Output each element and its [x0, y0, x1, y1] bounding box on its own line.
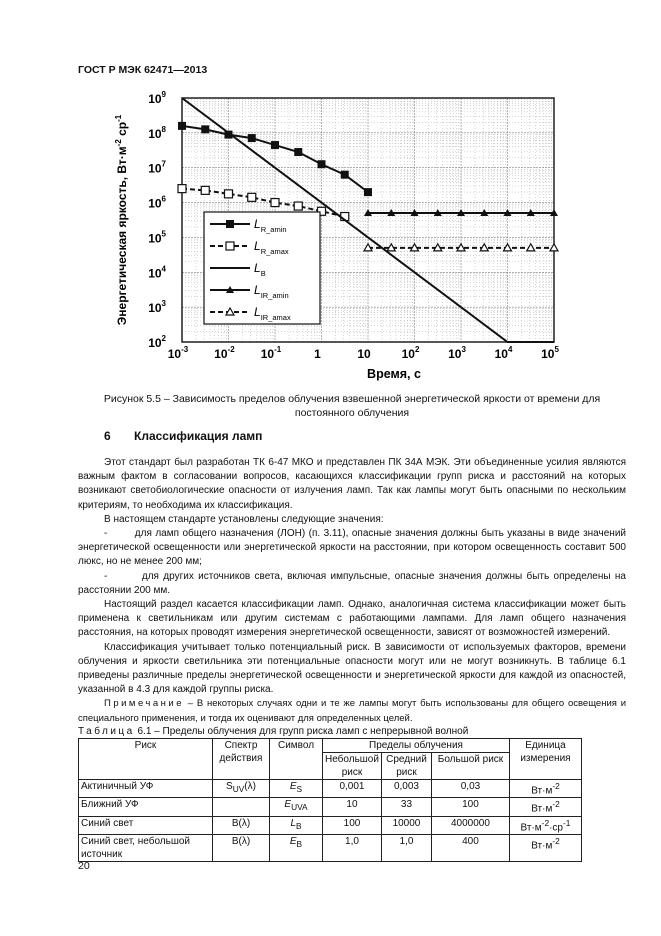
- header-spectrum: Спектр действия: [213, 739, 270, 780]
- paragraph-2: В настоящем стандарте установлены следующие значения:: [104, 513, 384, 525]
- table-body: [79, 780, 582, 862]
- paragraph-6: Классификация учитывает только потенциальный риск. В зависимости от используемых факторов, времени облучения и яркости светильника эти потенциальные опасности могут или не могут возникнуть. В таблице 6.1 приведены различные пределы энергетической освещенности и энергетической яркости для каждой из опасностей, указанной в 4.3 для каждой группы риска.: [78, 641, 626, 696]
- header-limits: Пределы облучения: [323, 739, 510, 753]
- legend-label: $L_{IR\_amin}$: [254, 283, 289, 300]
- y-axis-label: Энергетическая яркость, $Вт\cdot м^{-2}$ $ср^{-1}$: [114, 114, 129, 326]
- table-title: [78, 726, 468, 737]
- y-tick-exponent: 4: [161, 264, 166, 274]
- x-tick-label: $10^2$: [401, 345, 420, 361]
- spectrum-rest: (λ): [244, 781, 256, 792]
- section-heading: [104, 429, 262, 443]
- symbol-sub: UVA: [291, 802, 308, 813]
- symbol-sub: B: [296, 820, 302, 831]
- risk-text: Актиничный УФ: [81, 781, 154, 792]
- cell-medium: [381, 780, 431, 798]
- data-point: [178, 185, 186, 193]
- legend-label: $L_{R\_amax}$: [254, 239, 289, 256]
- legend-label-sub: R_amin: [260, 225, 287, 234]
- medium-value: 1,0: [399, 835, 414, 847]
- high-value: 0,03: [460, 781, 481, 792]
- cell-symbol: [270, 798, 323, 816]
- cell-medium: [381, 798, 431, 816]
- note: [78, 697, 626, 725]
- symbol-text: E: [284, 799, 292, 811]
- spectrum-text: S: [226, 781, 233, 792]
- data-point: [318, 160, 326, 168]
- y-axis-label-sup: -2: [114, 139, 123, 147]
- paragraph-5: Настоящий раздел касается классификации ламп. Однако, аналогичная система классификации может быть применена к светильникам или другим системам с работающими лампами. Для ламп общего назначения расстояния, на которых проводят измерения энергетической освещенности, зависят от возможностей измерений.: [78, 599, 626, 639]
- x-tick-exponent: 2: [414, 345, 420, 354]
- figure-caption: Рисунок 5.5 – Зависимость пределов облучения взвешенной энергетической яркости от времени для постоянного облучения: [103, 393, 601, 419]
- symbol-text: L: [290, 817, 296, 829]
- symbol-sub: S: [296, 784, 303, 794]
- x-tick-label: 10: [357, 347, 371, 361]
- x-tick-exponent: -3: [181, 345, 189, 354]
- cell-high: [431, 816, 509, 834]
- table-row: [79, 798, 582, 816]
- risk-text: Синий свет, небольшой источник: [81, 835, 190, 860]
- x-tick-label: 1: [314, 347, 321, 361]
- cell-spectrum: [213, 780, 270, 798]
- cell-unit: [509, 798, 581, 816]
- legend: [204, 212, 320, 324]
- x-tick-label: $10^{-3}$: [167, 345, 189, 361]
- table-row: [79, 780, 582, 798]
- table-title-text: 6.1 – Пределы облучения для групп риска ламп с непрерывной волной: [137, 726, 469, 737]
- unit-sup2: -1: [562, 817, 571, 828]
- table-container: [78, 738, 582, 862]
- header-low: Небольшой риск: [323, 753, 382, 780]
- data-point: [178, 122, 186, 130]
- cell-spectrum: [213, 798, 270, 816]
- x-tick-exponent: -1: [274, 345, 282, 354]
- cell-high: [431, 834, 509, 861]
- note-label: Примечание: [104, 698, 184, 710]
- data-point: [201, 125, 209, 133]
- low-value: 0,001: [339, 781, 365, 792]
- x-tick-label: $10^5$: [541, 345, 559, 361]
- legend-label: $L_B$: [254, 261, 266, 278]
- table-row: [79, 834, 582, 861]
- y-tick-exponent: 6: [161, 194, 166, 204]
- x-tick-label: $10^3$: [448, 345, 466, 361]
- risk-text: Ближний УФ: [81, 799, 139, 811]
- x-tick-exponent: 4: [507, 345, 513, 354]
- y-tick-label: $10^5$: [148, 229, 166, 246]
- paragraph-4: - для других источников света, включая импульсные, опасные значения должны быть определены на расстоянии 200 мм.: [78, 570, 626, 596]
- legend-label: $L_{IR\_amax}$: [254, 305, 291, 322]
- body-text: [78, 456, 626, 726]
- cell-low: [323, 816, 382, 834]
- chart: [110, 84, 580, 384]
- cell-risk: [79, 816, 213, 834]
- x-axis-label: Время, с: [367, 367, 421, 381]
- y-tick-exponent: 3: [161, 299, 166, 309]
- unit-sup: -2: [552, 799, 560, 810]
- low-value: 1,0: [345, 835, 359, 847]
- cell-symbol: [270, 834, 323, 861]
- low-value: 100: [343, 817, 361, 829]
- paragraph-3: - для ламп общего назначения (ЛОН) (п. 3.11), опасные значения должны быть указаны в виде значений энергетической освещенности или энергетической яркости на расстоянии, при котором освещенность составит 500 люкс, но не менее 200 мм;: [78, 528, 626, 568]
- x-tick-exponent: -2: [227, 345, 235, 354]
- x-tick-exponent: 5: [554, 345, 559, 354]
- y-tick-exponent: 5: [161, 229, 166, 239]
- data-point: [248, 134, 256, 142]
- y-tick-label: $10^3$: [148, 299, 166, 316]
- data-point: [294, 148, 302, 156]
- legend-label-sub: IR_amax: [260, 313, 291, 322]
- low-value: 10: [346, 799, 358, 811]
- cell-high: [431, 798, 509, 816]
- table-header-row: [79, 739, 582, 753]
- medium-value: 33: [400, 799, 413, 811]
- cell-high: [431, 780, 509, 798]
- y-tick-exponent: 9: [161, 90, 166, 99]
- cell-unit: [509, 834, 581, 861]
- page-number: 20: [78, 860, 90, 872]
- section-title: Классификация ламп: [134, 429, 263, 443]
- cell-risk: [79, 834, 213, 861]
- risk-text: Синий свет: [81, 817, 134, 829]
- unit-text: Вт·м: [531, 785, 553, 797]
- table-row: [79, 816, 582, 834]
- data-point: [248, 193, 256, 201]
- medium-value: 10000: [392, 817, 421, 829]
- spectrum-text: B(λ): [231, 817, 251, 829]
- note-text: – В некоторых случаях одни и те же лампы могут быть использованы для общего освещения и специального применения, и тогда их оценивают для определенных целей.: [78, 698, 627, 724]
- cell-low: [323, 780, 382, 798]
- y-tick-label: $10^2$: [148, 334, 166, 350]
- y-tick-label: $10^7$: [148, 159, 166, 176]
- y-tick-label: $10^6$: [148, 194, 166, 211]
- y-tick-exponent: 7: [161, 159, 166, 169]
- y-axis-label-unit: ср: [115, 121, 129, 140]
- unit-sup: -2: [541, 817, 550, 828]
- legend-label-sub: B: [260, 269, 266, 278]
- data-point: [226, 220, 234, 228]
- cell-medium: [381, 816, 431, 834]
- data-point: [226, 242, 234, 250]
- spectrum-text: B(λ): [231, 835, 251, 847]
- high-value: 400: [462, 835, 479, 847]
- medium-value: 0,003: [393, 781, 419, 792]
- header-high: Большой риск: [431, 753, 509, 780]
- data-point: [201, 186, 209, 194]
- paragraph-1: Этот стандарт был разработан ТК 6-47 МКО и представлен ПК 34А МЭК. Эти объединенные усилия являются важным фактом в согласовании вопросов, касающихся классификации групп риска и расстояний на которых возникают светобиологические опасности от излучения ламп. Так как лампы могут быть опасными по нескольким критериям, то необходима их классификация.: [78, 457, 626, 511]
- y-tick-exponent: 2: [161, 334, 166, 343]
- cell-spectrum: [213, 834, 270, 861]
- cell-unit: [509, 780, 581, 798]
- table-title-label: Таблица: [78, 726, 135, 737]
- unit-text: Вт·м: [531, 840, 553, 852]
- unit-sup: -2: [552, 781, 560, 791]
- x-tick-label: $10^{-1}$: [260, 345, 282, 361]
- cell-low: [323, 798, 382, 816]
- cell-risk: [79, 798, 213, 816]
- cell-risk: [79, 780, 213, 798]
- cell-medium: [381, 834, 431, 861]
- symbol-text: E: [289, 835, 297, 847]
- unit-text: Вт·м: [531, 803, 553, 815]
- y-tick-label: $10^8$: [148, 124, 166, 141]
- high-value: 4000000: [451, 817, 490, 829]
- y-tick-label: $10^9$: [148, 90, 166, 106]
- symbol-sub: B: [296, 838, 303, 849]
- x-tick-label: $10^{-2}$: [214, 345, 235, 361]
- unit-rest: ·ср: [549, 821, 563, 833]
- legend-label-sub: IR_amin: [260, 291, 289, 300]
- y-tick-exponent: 8: [161, 124, 166, 134]
- legend-label-sub: R_amax: [260, 247, 289, 256]
- series-ir-amax: [364, 244, 558, 251]
- section-number: 6: [104, 429, 111, 443]
- document-header: ГОСТ Р МЭК 62471—2013: [78, 64, 208, 76]
- data-point: [271, 141, 279, 149]
- data-point: [364, 188, 372, 196]
- data-point: [271, 199, 279, 207]
- data-point: [341, 171, 349, 179]
- y-axis-label-sup2: -1: [114, 114, 123, 122]
- header-medium: Средний риск: [381, 753, 431, 780]
- unit-sup: -2: [552, 835, 560, 846]
- header-risk: Риск: [79, 739, 213, 780]
- cell-symbol: [270, 780, 323, 798]
- header-unit: Единица измерения: [509, 739, 581, 780]
- cell-unit: [509, 816, 581, 834]
- x-tick-label: $10^4$: [494, 345, 513, 361]
- spectrum-sub: UV: [232, 784, 245, 794]
- legend-label: $L_{R\_amin}$: [254, 217, 287, 234]
- data-point: [225, 190, 233, 198]
- data-point: [294, 202, 302, 210]
- series-ir-amin: [364, 209, 558, 216]
- cell-spectrum: [213, 816, 270, 834]
- limits-table: [78, 738, 582, 862]
- high-value: 100: [462, 799, 479, 811]
- unit-text: Вт·м: [520, 821, 542, 833]
- header-symbol: Символ: [270, 739, 323, 780]
- cell-low: [323, 834, 382, 861]
- cell-symbol: [270, 816, 323, 834]
- x-tick-exponent: 3: [461, 345, 466, 354]
- symbol-text: E: [289, 781, 297, 792]
- y-tick-label: $10^4$: [148, 264, 166, 281]
